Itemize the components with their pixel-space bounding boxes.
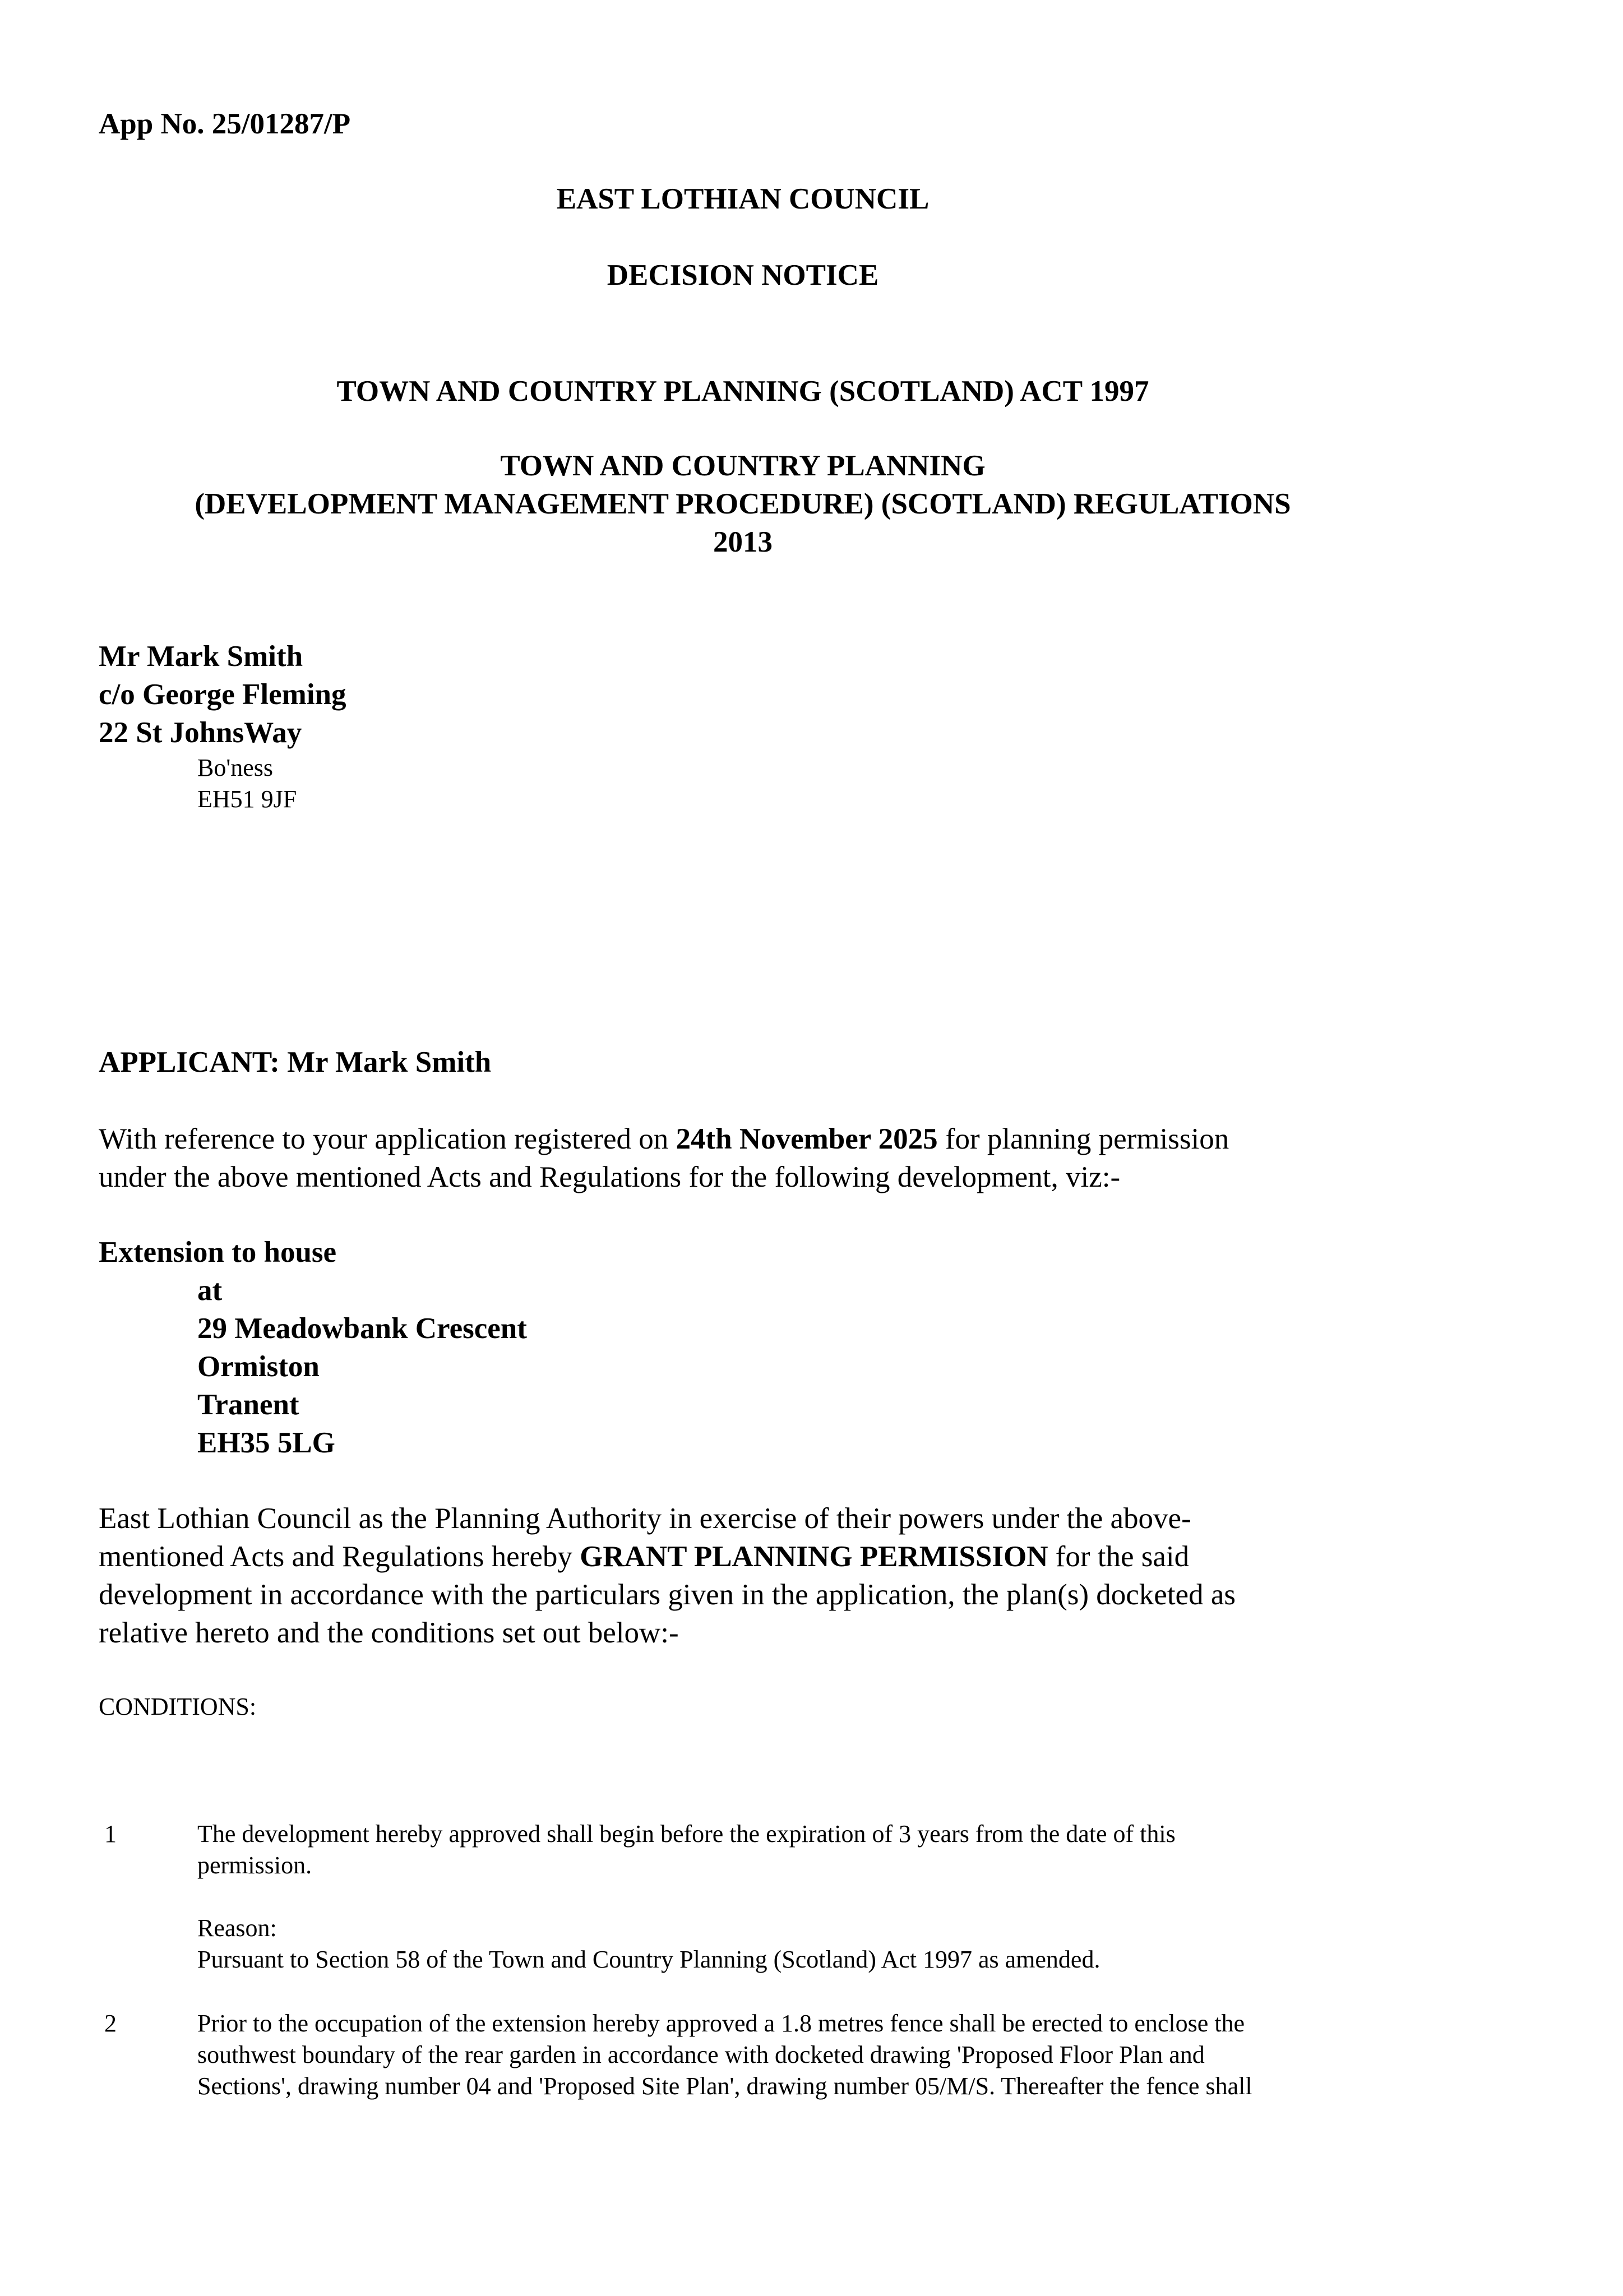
notice-title: DECISION NOTICE bbox=[607, 259, 879, 291]
regulations-line-1: TOWN AND COUNTRY PLANNING bbox=[500, 450, 986, 482]
condition-1-number: 1 bbox=[104, 1820, 117, 1848]
registration-date: 24th November 2025 bbox=[676, 1123, 938, 1155]
council-name: EAST LOTHIAN COUNCIL bbox=[556, 183, 930, 215]
regulations-line-2: (DEVELOPMENT MANAGEMENT PROCEDURE) (SCOTLAND) REGULATIONS bbox=[195, 488, 1291, 520]
decision-line-3: development in accordance with the particulars given in the application, the plan(s) docketed as bbox=[99, 1578, 1236, 1611]
development-address-line-3: Tranent bbox=[197, 1388, 299, 1421]
recipient-care-of: c/o George Fleming bbox=[99, 678, 346, 711]
development-title: Extension to house bbox=[99, 1236, 337, 1269]
regulations-line-3: 2013 bbox=[713, 526, 773, 558]
condition-1-line-2: permission. bbox=[197, 1851, 312, 1879]
recipient-street: 22 St JohnsWay bbox=[99, 716, 302, 749]
condition-2-line-3: Sections', drawing number 04 and 'Proposed Site Plan', drawing number 05/M/S. Thereafter the fence shall bbox=[197, 2072, 1252, 2100]
grant-planning-permission: GRANT PLANNING PERMISSION bbox=[580, 1540, 1048, 1573]
conditions-heading: CONDITIONS: bbox=[99, 1693, 257, 1720]
application-number: App No. 25/01287/P bbox=[99, 108, 351, 140]
condition-2-line-2: southwest boundary of the rear garden in accordance with docketed drawing 'Proposed Floor Plan and bbox=[197, 2041, 1205, 2068]
reference-line-2: under the above mentioned Acts and Regulations for the following development, viz:- bbox=[99, 1161, 1121, 1193]
applicant-line: APPLICANT: Mr Mark Smith bbox=[99, 1046, 492, 1078]
condition-2-line-1: Prior to the occupation of the extension hereby approved a 1.8 metres fence shall be erected to enclose the bbox=[197, 2010, 1245, 2037]
decision-paragraph bbox=[99, 1499, 1444, 1652]
recipient-postcode: EH51 9JF bbox=[197, 785, 297, 813]
development-address-line-1: 29 Meadowbank Crescent bbox=[197, 1312, 527, 1345]
development-at: at bbox=[197, 1274, 223, 1307]
recipient-town: Bo'ness bbox=[197, 754, 274, 781]
condition-1-reason-text: Pursuant to Section 58 of the Town and Country Planning (Scotland) Act 1997 as amended. bbox=[197, 1946, 1101, 1973]
recipient-name: Mr Mark Smith bbox=[99, 640, 303, 673]
decision-line-4: relative hereto and the conditions set out below:- bbox=[99, 1617, 679, 1649]
decision-line-1: East Lothian Council as the Planning Authority in exercise of their powers under the above- bbox=[99, 1502, 1191, 1535]
development-address-line-4: EH35 5LG bbox=[197, 1427, 335, 1459]
condition-2-number: 2 bbox=[104, 2010, 117, 2037]
condition-1-text bbox=[197, 1818, 1431, 1881]
decision-line-2: mentioned Acts and Regulations hereby GRANT PLANNING PERMISSION for the said bbox=[99, 1540, 1190, 1573]
condition-1-reason bbox=[197, 1913, 1431, 1975]
condition-1-reason-label: Reason: bbox=[197, 1914, 277, 1942]
reference-line-1: With reference to your application registered on 24th November 2025 for planning permission bbox=[99, 1123, 1229, 1155]
reference-paragraph bbox=[99, 1120, 1444, 1196]
condition-1-line-1: The development hereby approved shall begin before the expiration of 3 years from the date of this bbox=[197, 1820, 1176, 1848]
act-title: TOWN AND COUNTRY PLANNING (SCOTLAND) ACT 1997 bbox=[336, 375, 1149, 408]
development-address-line-2: Ormiston bbox=[197, 1350, 320, 1383]
condition-2-text bbox=[197, 2008, 1431, 2102]
